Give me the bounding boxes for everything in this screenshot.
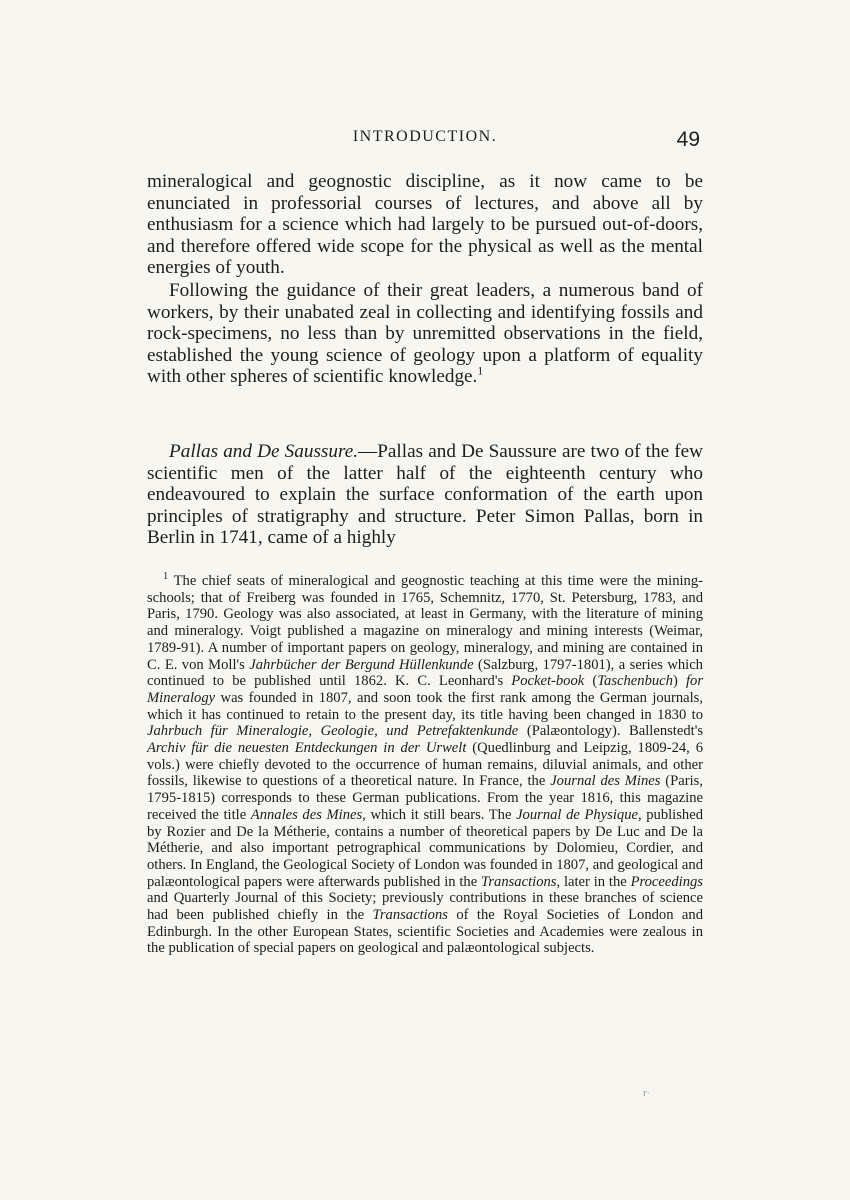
- footnote-text: (Palæontology). Ballenstedt's: [518, 723, 704, 740]
- footnote-reference: 1: [477, 365, 484, 378]
- footnote-text: ): [672, 673, 686, 690]
- paragraph-text: Following the guidance of their great leaders, a numerous band of workers, by their unabated zeal in collecting and identifying fossils and rock-specimens, no less than by unremitted observations in the field, established the young science of geology upon a platform of equality with other spheres of scientific knowledge.: [147, 280, 703, 388]
- paragraph-text: mineralogical and geognostic discipline, as it now came to be enunciated in professorial courses of lectures, and above all by enthusiasm for a science which had largely to be pursued out-of-doors, and therefore offered wide scope for the physical as well as the mental energies of youth.: [147, 171, 703, 279]
- running-title: INTRODUCTION.: [352, 128, 498, 145]
- stray-print-mark: r·: [643, 1089, 650, 1099]
- paragraph-text: Pallas and De Saussure are two of the few scientific men of the latter half of the eighteenth century who endeavoured to explain the surface conformation of the earth upon principles of stratigraphy and structure. Peter Simon Pallas, born in Berlin in 1741, came of a highly: [147, 441, 703, 549]
- footnote-title: for Mineralogy: [147, 673, 703, 706]
- footnote-title: Jahrbücher der Bergund Hüllenkunde: [249, 656, 474, 673]
- footnote-text: (Salzburg, 1797-1801), a series which continued to be published until 1862. K. C. Leonhard's: [147, 656, 703, 690]
- body-paragraph-2: [147, 280, 703, 388]
- footnote-title: Archiv für die neuesten Entdeckungen in der Urwelt: [147, 740, 467, 757]
- footnote-title: Jahrbuch für Mineralogie, Geologie, und Petrefaktenkunde: [147, 723, 519, 740]
- footnote-title: Annales des Mines: [250, 806, 363, 823]
- footnote-title: Transactions: [481, 873, 557, 890]
- footnote-title: Pocket-book: [511, 673, 585, 690]
- footnote-marker: 1: [163, 571, 169, 583]
- footnote-text: of the Royal Societies of London and Edinburgh. In the other European States, scientific Societies and Academies were zealous in the publication of special papers on geological and palæontological subjects.: [147, 907, 703, 957]
- footnote-text: , published by Rozier and De la Métherie, contains a number of theoretical papers by De Luc and De la Métherie, and also important petrographical communications by Dolomieu, Cordier, and others. In England, the Geological Society of London was founded in 1807, and geological and palæontological papers were afterwards published in the: [147, 806, 703, 890]
- footnote-text: , later in the: [556, 873, 631, 890]
- footnote-title: Proceedings: [630, 873, 703, 890]
- body-paragraph-1: [147, 171, 703, 279]
- footnote-text: , which it still bears. The: [362, 806, 517, 823]
- footnote-text: (Quedlinburg and Leipzig, 1809-24, 6 vols.) were chiefly devoted to the occurrence of human remains, diluvial animals, and other fossils, likewise to questions of a theoretical nature. In France, the: [147, 740, 703, 790]
- footnote-text: (Paris, 1795-1815) corresponds to these German publications. From the year 1816, this magazine received the title: [147, 773, 703, 823]
- footnote-title: Journal de Physique: [516, 806, 638, 823]
- footnote-text: was founded in 1807, and soon took the first rank among the German journals, which it has continued to retain to the present day, its title having been changed in 1830 to: [147, 689, 703, 723]
- footnote-text: and Quarterly Journal of this Society; previously contributions in these branches of science had been published chiefly in the: [147, 890, 703, 924]
- footnote-title: Transactions: [372, 907, 448, 924]
- footnote-text: (: [584, 673, 598, 690]
- footnote-title: Taschenbuch: [597, 673, 673, 690]
- page-number: 49: [676, 128, 700, 151]
- footnote-text: The chief seats of mineralogical and geognostic teaching at this time were the mining-schools; that of Freiberg was founded in 1765, Schemnitz, 1770, St. Petersburg, 1783, and Paris, 1790. Geology was also associated, at least in Germany, with the literature of mining and mineralogy. Voigt published a magazine on mineralogy and mining interests (Weimar, 1789-91). A number of important papers on geology, mineralogy, and mining are contained in C. E. von Moll's: [147, 573, 703, 673]
- section-heading: Pallas and De Saussure.: [169, 441, 359, 462]
- footnote: [147, 573, 703, 957]
- body-paragraph-3: [147, 441, 703, 549]
- footnote-title: Journal des Mines: [550, 773, 661, 790]
- page-header: [148, 122, 702, 158]
- em-dash: —: [358, 441, 378, 462]
